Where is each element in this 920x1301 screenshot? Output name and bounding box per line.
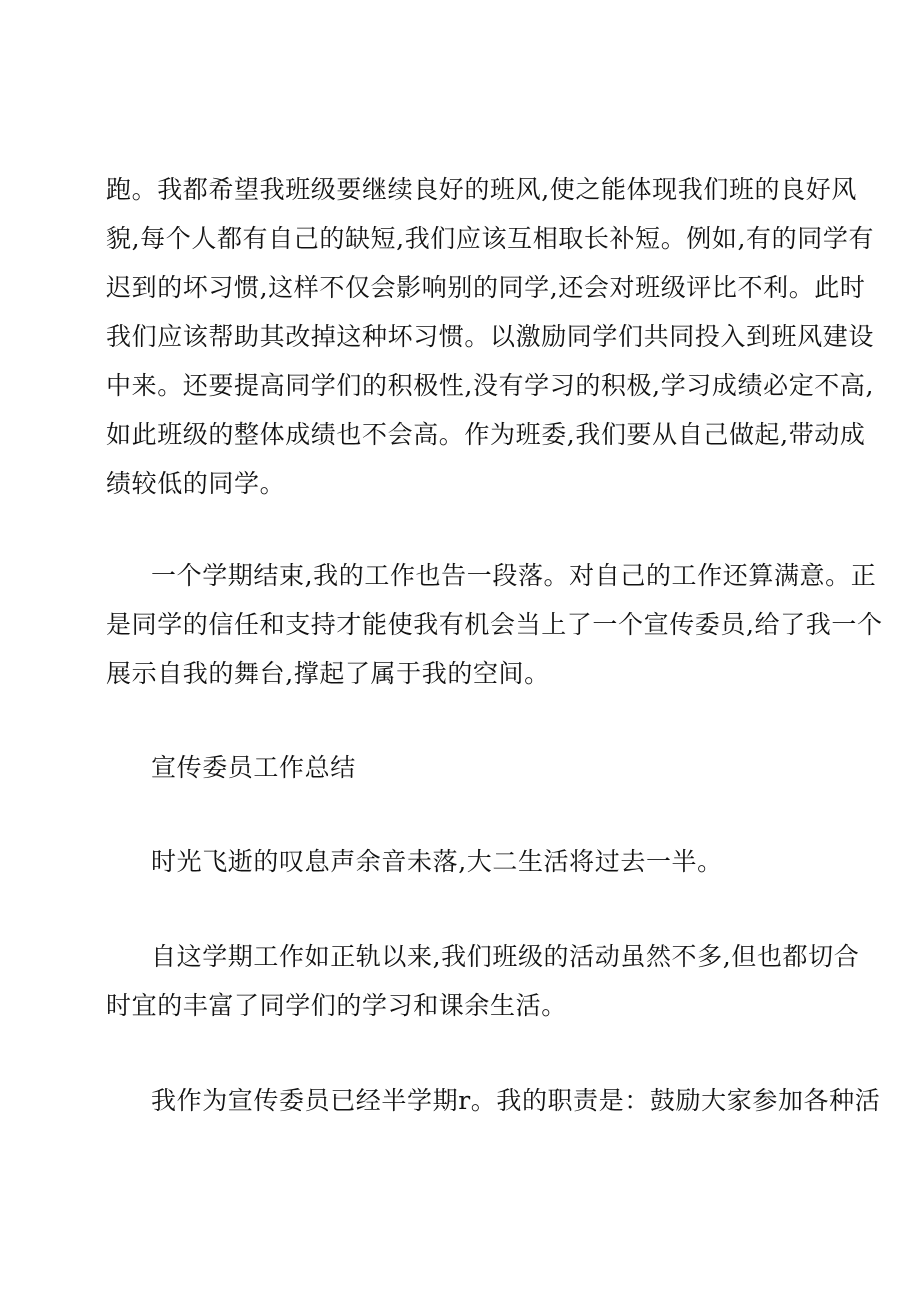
text-line: 是同学的信任和支持才能使我有机会当上了一个宣传委员,给了我一个 — [106, 610, 883, 639]
text-line: 貌,每个人都有自己的缺短,我们应该互相取长补短。例如,有的同学有 — [106, 224, 875, 253]
text-line: 跑。我都希望我班级要继续良好的班风,使之能体现我们班的良好风 — [106, 175, 857, 204]
text-line: 自这学期工作如正轨以来,我们班级的活动虽然不多,但也都切合 — [151, 942, 860, 971]
text-line: 绩较低的同学。 — [106, 469, 286, 498]
text-line: 展示自我的舞台,撑起了属于我的空间。 — [106, 659, 550, 688]
text-line: 中来。还要提高同学们的积极性,没有学习的积极,学习成绩必定不高, — [106, 371, 875, 400]
paragraph-duties: 我作为宣传委员已经半学期r。我的职责是：鼓励大家参加各种活 — [151, 1086, 881, 1115]
section-heading: 宣传委员工作总结 — [151, 753, 356, 782]
text-line: 如此班级的整体成绩也不会高。作为班委,我们要从自己做起,带动成 — [106, 420, 866, 449]
paragraph-time-flies: 时光飞逝的叹息声余音未落,大二生活将过去一半。 — [151, 847, 723, 876]
text-line: 迟到的坏习惯,这样不仅会影响别的同学,还会对班级评比不利。此时 — [106, 273, 866, 302]
text-line: 我们应该帮助其改掉这种坏习惯。以激励同学们共同投入到班风建设 — [106, 322, 875, 351]
text-line: 时宜的丰富了同学们的学习和课余生活。 — [106, 991, 567, 1020]
text-line: 一个学期结束,我的工作也告一段落。对自己的工作还算满意。正 — [151, 561, 877, 590]
